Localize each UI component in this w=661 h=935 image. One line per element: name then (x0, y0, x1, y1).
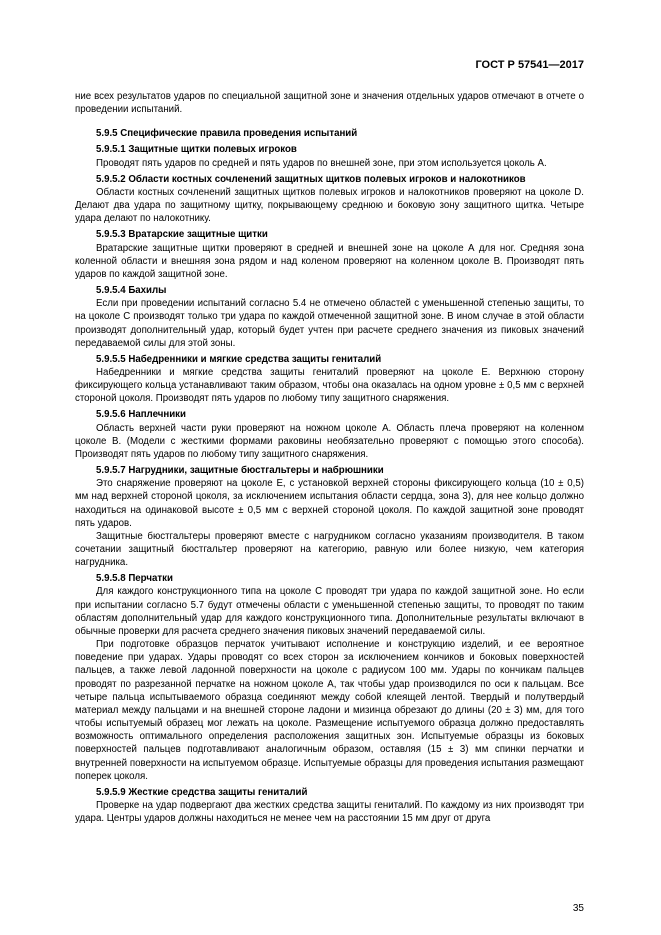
paragraph: Набедренники и мягкие средства защиты гениталий проверяют на цоколе Е. Верхнюю сторону фиксирующего кольца устанавливают таким образом, чтобы она оказалась на одном уровне ± 0,5 мм с верхней стороной цоколя. Производят пять ударов по любому типу защитного снаряжения. (75, 366, 584, 405)
subsection-title-7: 5.9.5.7 Нагрудники, защитные бюстгальтеры и набрюшники (96, 465, 384, 477)
document-code: ГОСТ Р 57541—2017 (475, 59, 584, 71)
page-number: 35 (572, 903, 584, 914)
paragraph: Проводят пять ударов по средней и пять ударов по внешней зоне, при этом используется цоколь А. (96, 157, 547, 169)
subsection-title-6: 5.9.5.6 Наплечники (96, 409, 186, 421)
intro-paragraph: ние всех результатов ударов по специальной защитной зоне и значения отдельных ударов отмечают в отчете о проведении испытаний. (75, 91, 584, 116)
paragraph: Защитные бюстгальтеры проверяют вместе с нагрудником согласно указаниям производителя. В таком сочетании защитный бюстгальтер проверяют на категорию, равную или более низкую, чем категория нагрудника. (75, 530, 584, 569)
paragraph: Если при проведении испытаний согласно 5.4 не отмечено областей с уменьшенной степенью защиты, то на цоколе С производят только три удара по каждой отмеченной защитной зоне. В ином случае в этой области производят дополнительный удар, который будет учтен при расчете среднего значения из пиковых значений передаваемой силы для этой зоны. (75, 298, 584, 349)
paragraph: Область верхней части руки проверяют на ножном цоколе А. Область плеча проверяют на коленном цоколе В. (Модели с жесткими формами раковины необязательно проверяют с помощью этого способа). Производят пять ударов по любому типу защитного снаряжения. (75, 422, 584, 460)
subsection-title-4: 5.9.5.4 Бахилы (96, 285, 167, 297)
section-title: 5.9.5 Специфические правила проведения испытаний (96, 128, 358, 140)
paragraph: Это снаряжение проверяют на цоколе Е, с установкой верхней стороны фиксирующего кольца (10 ± 0,5) мм над верхней стороной цоколя, за исключением испытания области сердца, зона 3), для нее кольцо должно находиться на одинаковой высоте ± 0,5 мм с верхней стороной цоколя. По каждой защитной зоне проводят пять ударов. (75, 478, 584, 529)
subsection-title-3: 5.9.5.3 Вратарские защитные щитки (96, 229, 268, 241)
subsection-title-1: 5.9.5.1 Защитные щитки полевых игроков (96, 144, 297, 156)
paragraph: Проверке на удар подвергают два жестких средства защиты гениталий. По каждому из них производят три удара. Центры ударов должны находиться не менее чем на расстоянии 15 мм друг от друга (75, 799, 584, 825)
paragraph: При подготовке образцов перчаток учитывают исполнение и конструкцию изделий, и ее вероятное поведение при ударах. Удары проводят со всех сторон за исключением кончиков и боковых поверхностей пальцев, а также левой ладонной поверхности на цоколе с радиусом 100 мм. Удары по кончикам пальцев проводят по разрезанной перчатке на ножном цоколе А, так чтобы удар производился по оси к пальцам. Все четыре пальца испытываемого образца соединяют между собой клеящей лентой. Твердый и полутвердый материал между пальцами и на внешней стороне ладони и мизинца обрезают до длины (20 ± 3) мм, для того чтобы испытуемый образец мог лежать на цоколе. Размещение испытуемого образца должно предоставлять возможность оптимального определения расположения защитных зон. Испытуемые образцы из боковых поверхностей пальцев подготавливают аналогичным образом, оставляя (15 ± 3) мм спинки перчатки и внутренней поверхности на испытуемом образце. Испытуемые образцы для проведения испытания размещают поперек цоколя. (75, 639, 584, 782)
paragraph: Области костных сочленений защитных щитков полевых игроков и налокотников проверяют на цоколе D. Делают два удара по защитному щитку, покрывающему среднюю и боковую зону защитного щитка. Четыре удара делают по налокотнику. (75, 186, 584, 225)
subsection-title-2: 5.9.5.2 Области костных сочленений защитных щитков полевых игроков и налокотников (96, 173, 526, 185)
page-body (75, 90, 584, 825)
paragraph: Вратарские защитные щитки проверяют в средней и внешней зоне на цоколе А для ног. Средняя зона коленной области и внешняя зона рядом и над коленом проверяют на коленном цоколе В. Производят пять ударов по каждой защитной зоне. (75, 242, 584, 280)
subsection-title-5: 5.9.5.5 Набедренники и мягкие средства защиты гениталий (96, 353, 382, 365)
subsection-title-8: 5.9.5.8 Перчатки (96, 573, 173, 585)
subsection-title-9: 5.9.5.9 Жесткие средства защиты гениталий (96, 786, 308, 798)
paragraph: Для каждого конструкционного типа на цоколе С проводят три удара по каждой защитной зоне. Но если при испытании согласно 5.7 будут отмечены области с уменьшенной степенью защиты, то проводят по таким областям дополнительный удар для каждого конструкционного типа. Дополнительные результаты включают в обычные проверки для расчета среднего значения пиковых значений передаваемой силы. (75, 586, 584, 637)
